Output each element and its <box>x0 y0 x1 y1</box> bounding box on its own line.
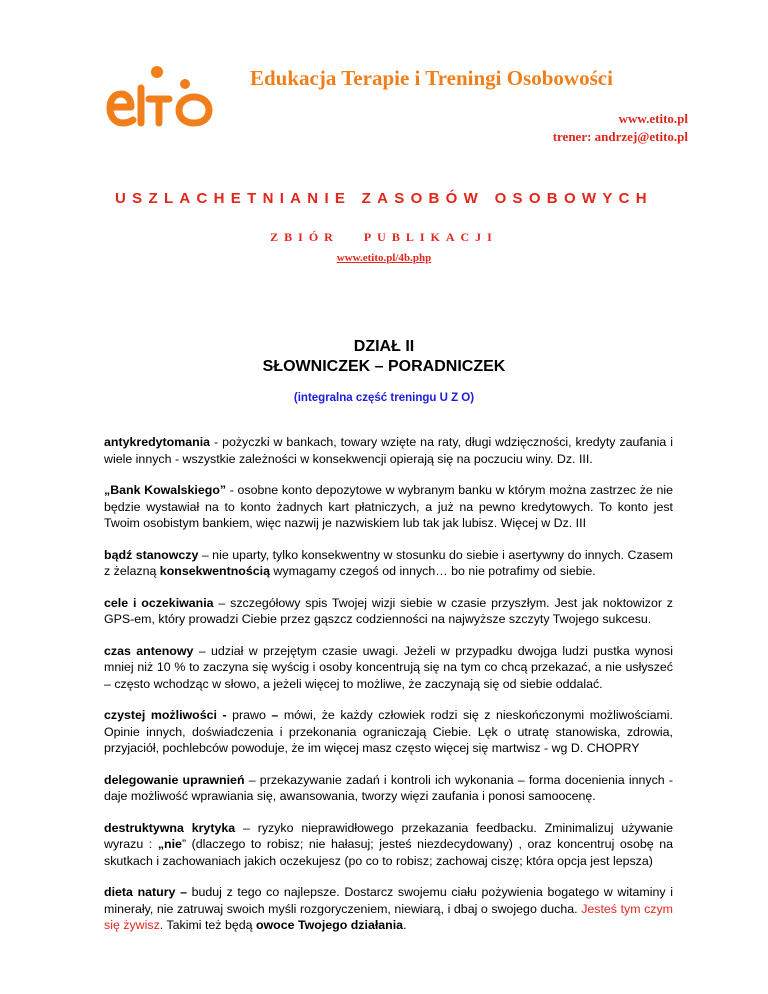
entry-emphasis: – <box>271 708 279 722</box>
entry-definition: – nie uparty, tylko konsekwentny w stosunku do siebie i asertywny do innych. Czasem z żelazną <box>104 547 673 578</box>
section-number: DZIAŁ II <box>353 338 415 355</box>
header-contact <box>553 110 688 146</box>
entry-definition: buduj z tego co najlepsze. Dostarcz swojemu ciału pożywienia bogatego w witaminy i minerały, nie zatruwaj swoich myśli rozgoryczeniem, niewiarą, i dbaj o swojego ducha. <box>104 885 673 916</box>
glossary-entry <box>104 434 673 467</box>
entry-definition: – udział w przejętym czasie uwagi. Jeżeli w przypadku dwojga ludzi pustka wynosi mniej niż 10 % to zaczyna się wyścig i osoby koncentrują się na tym co chcą przekazać, a nie usłyszeć – często wchodząc w słowo, a jeżeli więcej to możliwe, że zaczynają się od siebie oddalać. <box>104 643 673 691</box>
entry-definition: - osobne konto depozytowe w wybranym banku w którym można zastrzec że nie będzie wystawiał na to konto żadnych kart płatniczych, a już na pewno kredytowych. To konto jest Twoim osobistym bankiem, więc nazwij je nazwiskiem lub tak jak lubisz. Więcej w Dz. III <box>104 483 674 530</box>
glossary-entry <box>104 482 673 532</box>
entry-definition: – przekazywanie zadań i kontroli ich wykonania – forma docenienia innych - daje możliwość wprawiania się, awansowania, tworzy więzi zaufania i ponosi samoocenę. <box>104 772 674 803</box>
entry-term: bądź stanowczy <box>104 547 199 562</box>
entry-emphasis: „nie <box>157 837 182 851</box>
glossary-entry <box>104 884 673 934</box>
entry-highlight: Jesteś tym czym się żywisz <box>104 901 674 932</box>
entry-emphasis: konsekwentnością <box>159 564 270 578</box>
section-heading <box>0 337 768 377</box>
organization-title: Edukacja Terapie i Treningi Osobowości <box>250 66 613 90</box>
glossary-entry <box>104 772 673 805</box>
entry-definition: prawo <box>226 708 272 722</box>
entry-term: delegowanie uprawnień <box>104 772 245 787</box>
entry-definition: ” (dlaczego to robisz; nie hałasuj; jesteś niezdecydowany) , oraz koncentruj osobę na skutkach i zachowaniach jakich oczekujesz (po co to robisz; zachowaj ciszę; która opcja jest lepsza) <box>104 837 674 868</box>
entry-definition: . <box>403 918 407 932</box>
entry-definition: - pożyczki w bankach, towary wzięte na raty, długi wdzięczności, kredyty zaufania i wiele innych - wszystkie zależności w konsekwencji opierają się na poczuciu winy. Dz. III. <box>104 435 673 466</box>
glossary-entry <box>104 595 673 628</box>
collection-subtitle: ZBIÓR PUBLIKACJI <box>270 230 498 244</box>
glossary-entry <box>104 820 673 870</box>
glossary-entry <box>104 707 673 757</box>
entry-term: antykredytomania <box>104 435 211 449</box>
entry-definition: wymagamy czegoś od innych… bo nie potrafimy od siebie. <box>269 564 596 578</box>
entry-term: „Bank Kowalskiego” <box>104 483 227 497</box>
entry-term: destruktywna krytyka <box>104 820 236 835</box>
section-title: SŁOWNICZEK – PORADNICZEK <box>262 358 506 375</box>
glossary-entry <box>104 643 673 693</box>
entry-term: dieta natury – <box>104 885 187 899</box>
etito-logo <box>105 62 215 134</box>
entry-definition: . Takimi też będą <box>159 918 256 932</box>
entry-definition: – szczegółowy spis Twojej wizji siebie w czasie przyszłym. Jest jak noktowizor z GPS-em, który prowadzi Ciebie przez gąszcz codzienności na najwyższe szczyty Twojego sukcesu. <box>104 595 674 626</box>
entry-emphasis: owoce Twojego działania <box>255 918 404 932</box>
glossary-list <box>104 434 673 949</box>
section-note: (integralna część treningu U Z O) <box>293 392 475 404</box>
entry-term: cele i oczekiwania <box>104 595 214 610</box>
entry-definition: mówi, że każdy człowiek rodzi się z nieskończonymi możliwościami. Opinie innych, doświadczenia i przekonania ograniczają Ciebie. Lęk o utratę stanowiska, zdrowia, przyjaciół, pochlebców powoduje, że im więcej masz często więcej się martwisz - wg D. CHOPRY <box>104 708 673 755</box>
glossary-entry <box>104 547 673 580</box>
entry-term: czystej możliwości - <box>104 708 227 722</box>
trainer-email-text: trener: andrzej@etito.pl <box>552 129 688 144</box>
entry-term: czas antenowy <box>104 643 194 658</box>
entry-definition: – ryzyko nieprawidłowego przekazania feedbacku. Zminimalizuj używanie wyrazu : <box>104 820 673 851</box>
main-title: USZLACHETNIANIE ZASOBÓW OSOBOWYCH <box>115 190 653 207</box>
website-text: www.etito.pl <box>618 111 688 126</box>
publications-link[interactable]: www.etito.pl/4b.php <box>336 252 432 264</box>
